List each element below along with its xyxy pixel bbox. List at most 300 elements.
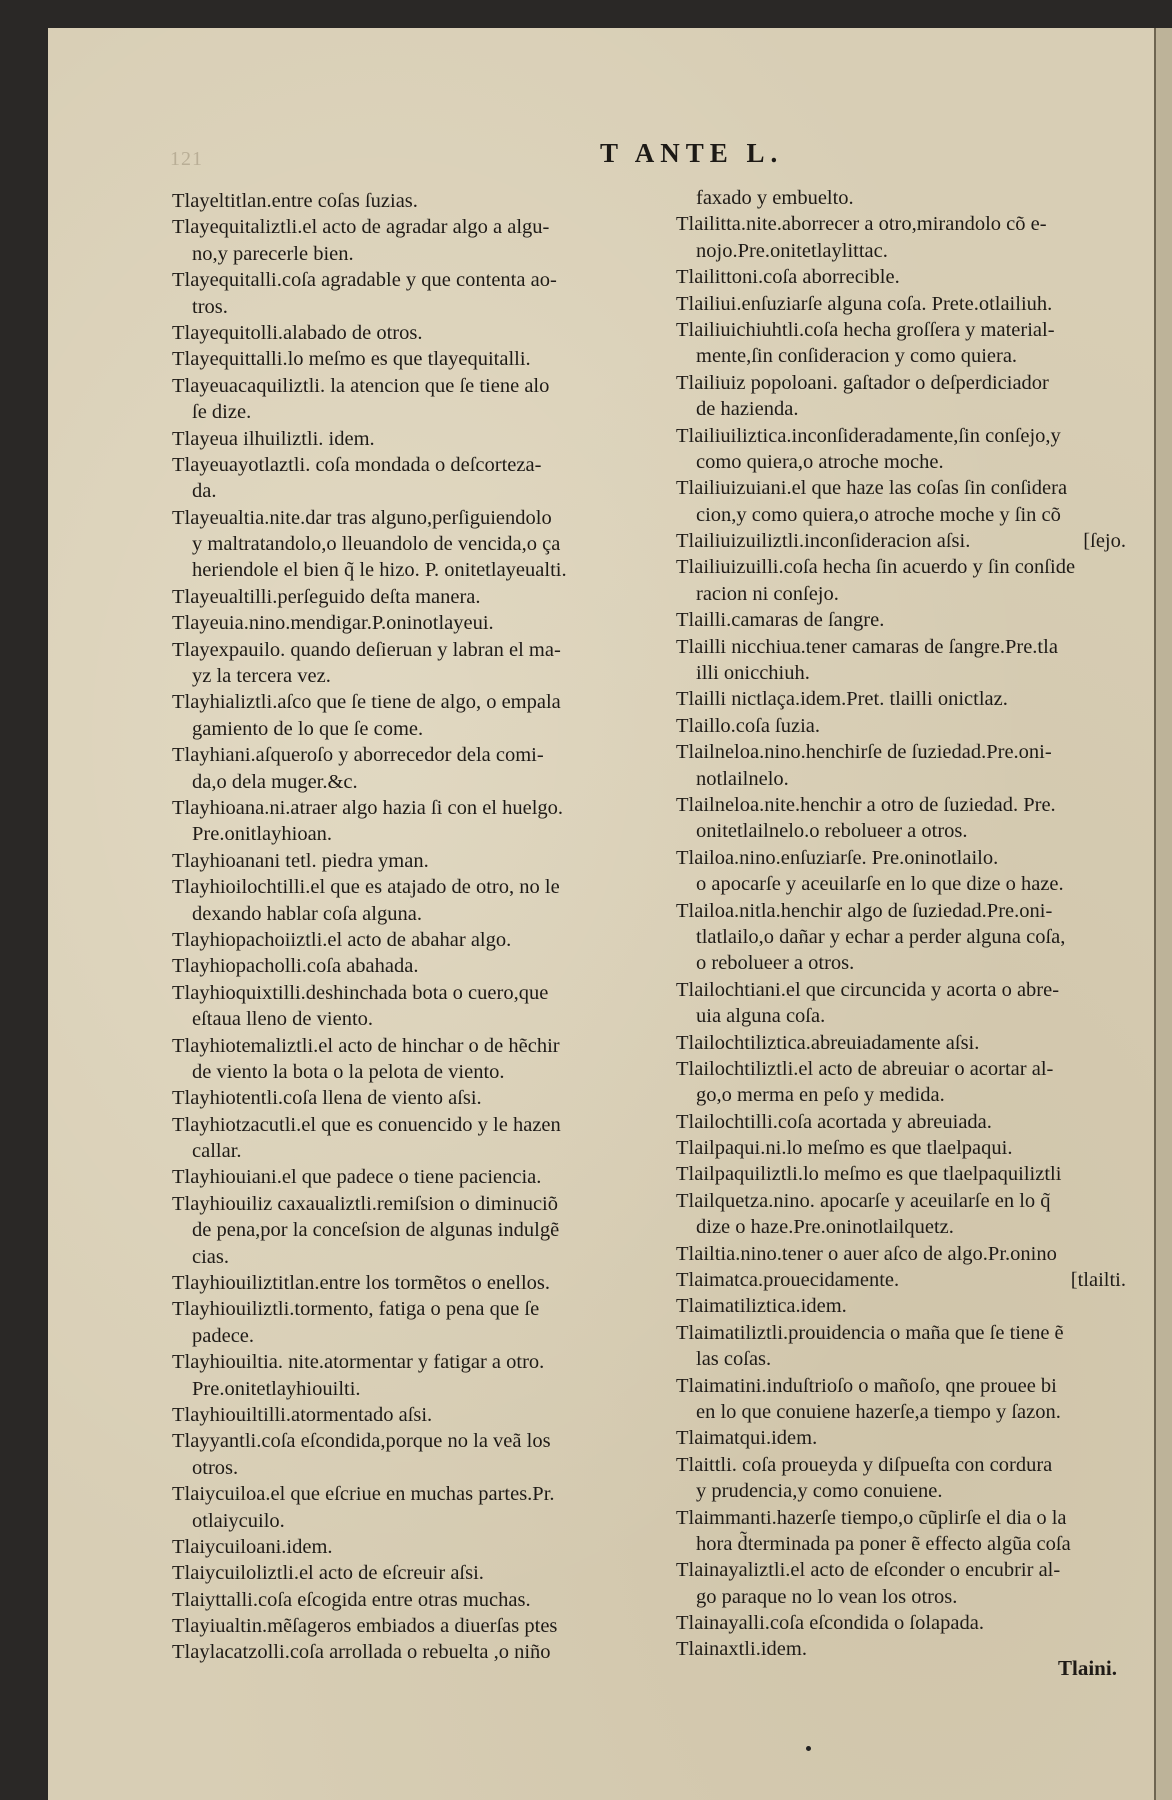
entry-headline [172, 373, 622, 399]
entry-text: Tlailneloa.nino.henchirſe de ſuziedad.Pre.oni- [676, 741, 1052, 764]
dictionary-entry [676, 1161, 1126, 1187]
entry-headline [676, 1557, 1126, 1583]
entry-headline [676, 898, 1126, 924]
entry-text: Tlayeltitlan.entre coſas ſuzias. [172, 190, 418, 212]
entry-text: Tlayhiotzacutli.el que es conuencido y le hazen [172, 1113, 561, 1136]
entry-text: Tlayequitolli.alabado de otros. [172, 321, 423, 344]
entry-continuation-line [676, 1346, 1126, 1372]
entry-text: Tlailochtiani.el que circuncida y acorta o abre- [676, 978, 1060, 1001]
dictionary-entry [172, 742, 622, 795]
entry-headline [676, 1109, 1126, 1135]
entry-text: padece. [192, 1324, 255, 1347]
entry-text: heriendole el bien q̃ le hizo. P. onitetlayeualti. [192, 559, 567, 582]
entry-headline [172, 742, 622, 768]
entry-text: dize o haze.Pre.oninotlailquetz. [696, 1216, 954, 1239]
entry-continuation-line [676, 766, 1126, 792]
entry-text: Tlailochtiliztica.abreuiadamente aſsi. [676, 1031, 980, 1054]
dictionary-entry [172, 1613, 622, 1639]
entry-text: da. [192, 480, 217, 503]
entry-text: Tlailtia.nino.tener o auer aſco de algo.Pr.onino [676, 1242, 1057, 1265]
entry-text: faxado y embuelto. [696, 187, 854, 209]
entry-text: Tlainaxtli.idem. [676, 1638, 807, 1661]
entry-text: Tlayhioilochtilli.el que es atajado de otro, no le [172, 876, 560, 899]
entry-text: Tlayeuacaquiliztli. la atencion que ſe tiene alo [172, 374, 550, 397]
entry-text: uia alguna coſa. [696, 1005, 826, 1028]
dictionary-entry [676, 1135, 1126, 1161]
entry-continuation-line [676, 818, 1126, 844]
dictionary-entry [172, 689, 622, 742]
entry-text: Tlailli nictlaça.idem.Pret. tlailli onictlaz. [676, 688, 1008, 711]
entry-continuation-line [172, 1508, 622, 1534]
entry-text: o apocarſe y aceuilarſe en lo que dize o haze. [696, 873, 1064, 896]
entry-headline [172, 1296, 622, 1322]
entry-headline [676, 739, 1126, 765]
entry-text: Tlailiuizuiani.el que haze las coſas ſin conſidera [676, 477, 1068, 500]
dictionary-entry [172, 1270, 622, 1296]
entry-continuation-line [676, 1584, 1126, 1610]
entry-continuation-line [172, 1217, 622, 1243]
dictionary-entry [676, 1109, 1126, 1135]
entry-text: cion,y como quiera,o atroche moche y ſin cõ [696, 503, 1061, 526]
entry-headline [172, 584, 622, 610]
entry-headline [172, 637, 622, 663]
entry-text: Tlailquetza.nino. apocarſe y aceuilarſe en lo q̃ [676, 1189, 1051, 1212]
entry-text: Tlaiycuiloliztli.el acto de eſcreuir aſsi. [172, 1562, 484, 1585]
entry-text: Tlailiui.enſuziarſe alguna coſa. Prete.otlailiuh. [676, 292, 1053, 315]
entry-text: yz la tercera vez. [192, 665, 331, 688]
dictionary-entry [172, 1481, 622, 1534]
entry-headline [676, 845, 1126, 871]
entry-headline [676, 1505, 1126, 1531]
entry-text: Tlaiycuiloa.el que eſcriue en muchas partes.Pr. [172, 1483, 555, 1506]
entry-text: Tlainayalli.coſa eſcondida o ſolapada. [676, 1612, 984, 1635]
entry-continuation-line [676, 1003, 1126, 1029]
entry-continuation-line [172, 478, 622, 504]
entry-headline [676, 1241, 1126, 1267]
dictionary-entry [676, 686, 1126, 712]
entry-headline [676, 423, 1126, 449]
running-head: T ANTE L. [600, 138, 784, 168]
dictionary-entry [676, 1267, 1126, 1293]
dictionary-entry [676, 792, 1126, 845]
entry-headline [172, 689, 622, 715]
dictionary-entry [676, 634, 1126, 687]
dictionary-entry [172, 188, 622, 214]
dictionary-entry [676, 1320, 1126, 1373]
entry-headline [676, 475, 1126, 501]
dictionary-entry [172, 980, 622, 1033]
entry-headline [676, 291, 1126, 317]
dictionary-entry [172, 1296, 622, 1349]
entry-text: Tlayhioquixtilli.deshinchada bota o cuero,que [172, 981, 549, 1004]
dictionary-entry [676, 1293, 1126, 1319]
entry-continuation-line [172, 1244, 622, 1270]
entry-text: Tlayhioana.ni.atraer algo hazia ſi con el huelgo. [172, 796, 564, 819]
entry-headline [676, 1161, 1126, 1187]
entry-headline [172, 505, 622, 531]
dictionary-entry [676, 1505, 1126, 1558]
dictionary-entry [172, 637, 622, 690]
dictionary-entry [676, 264, 1126, 290]
entry-headline [172, 452, 622, 478]
entry-headline [172, 848, 622, 874]
entry-text: Tlayeuayotlaztli. coſa mondada o deſcorteza- [172, 453, 542, 476]
entry-headline [676, 686, 1126, 712]
entry-text: en lo que conuiene hazerſe,a tiempo y ſazon. [696, 1400, 1061, 1423]
entry-text: Tlailli nicchiua.tener camaras de ſangre.Pre.tla [676, 635, 1058, 658]
dictionary-entry [172, 426, 622, 452]
dictionary-entry [676, 713, 1126, 739]
entry-continuation-line [676, 343, 1126, 369]
entry-text: Tlayequitalli.coſa agradable y que contenta ao- [172, 269, 557, 292]
entry-continuation-line [676, 185, 1126, 211]
dictionary-entry [676, 845, 1126, 898]
entry-headline [172, 346, 622, 372]
entry-text: Tlaimatini.induſtrioſo o mañoſo, qne prouee bi [676, 1374, 1057, 1397]
entry-text: Tlayyantli.coſa eſcondida,porque no la veã los [172, 1430, 551, 1453]
entry-continuation-line [172, 663, 622, 689]
entry-headline [676, 1452, 1126, 1478]
entry-headline [676, 1030, 1126, 1056]
dictionary-entry [172, 1587, 622, 1613]
entry-text: Tlayhiouiltilli.atormentado aſsi. [172, 1403, 433, 1426]
entry-text: Tlayhiotentli.coſa llena de viento aſsi. [172, 1087, 482, 1110]
entry-text: go,o merma en peſo y medida. [696, 1084, 945, 1107]
entry-continuation-line [172, 294, 622, 320]
entry-continuation-line [172, 1323, 622, 1349]
entry-text: Tlaimatiliztli.prouidencia o maña que ſe tiene ẽ [676, 1321, 1064, 1344]
entry-headline [172, 1534, 622, 1560]
entry-text: Tlayhiotemaliztli.el acto de hinchar o de hẽchir [172, 1034, 560, 1057]
dictionary-entry [172, 795, 622, 848]
adjacent-page-edge [1154, 28, 1172, 1800]
entry-text: Tlailiuizuiliztli.inconſideracion aſsi. [676, 530, 971, 553]
entry-text: notlailnelo. [696, 767, 789, 790]
entry-text: no,y parecerle bien. [192, 242, 354, 265]
entry-headline [676, 1610, 1126, 1636]
entry-headline [676, 1373, 1126, 1399]
entry-headline [172, 1112, 622, 1138]
entry-text: cias. [192, 1245, 229, 1268]
dictionary-entry [676, 317, 1126, 370]
entry-text: Tlaiycuiloani.idem. [172, 1535, 333, 1558]
entry-text: Tlailneloa.nite.henchir a otro de ſuziedad. Pre. [676, 793, 1056, 816]
entry-continuation-line [676, 1399, 1126, 1425]
entry-headline [676, 713, 1126, 739]
entry-text: Tlayexpauilo. quando deſieruan y labran el ma- [172, 638, 561, 661]
entry-continuation-line [676, 660, 1126, 686]
entry-continuation-line [676, 1478, 1126, 1504]
entry-text: gamiento de lo que ſe come. [192, 717, 424, 740]
dictionary-entry [676, 607, 1126, 633]
entry-continuation-line [172, 821, 622, 847]
entry-headline [172, 927, 622, 953]
entry-continuation-line [172, 716, 622, 742]
dictionary-entry [172, 1402, 622, 1428]
dictionary-entry [172, 1428, 622, 1481]
entry-headline [172, 874, 622, 900]
entry-text: Tlayequitaliztli.el acto de agradar algo a algu- [172, 216, 550, 239]
entry-continuation-line [676, 502, 1126, 528]
entry-continuation-line [676, 871, 1126, 897]
entry-text: Tlailpaquiliztli.lo meſmo es que tlaelpaquiliztli [676, 1163, 1062, 1186]
catchword: Tlaini. [1058, 1656, 1117, 1680]
entry-headline [676, 1267, 1126, 1293]
entry-text: Tlailiuiliztica.inconſideradamente,ſin conſejo,y [676, 424, 1061, 447]
entry-headline [676, 634, 1126, 660]
entry-continuation-line [172, 1455, 622, 1481]
entry-text: Tlaylacatzolli.coſa arrollada o rebuelta ,o niño [172, 1641, 551, 1664]
entry-text: mente,ſin conſideracion y como quiera. [696, 345, 1018, 368]
dictionary-entry [172, 1033, 622, 1086]
dictionary-entry [676, 977, 1126, 1030]
dictionary-entry [172, 373, 622, 426]
entry-text: Tlaimmanti.hazerſe tiempo,o cũplirſe el dia o la [676, 1506, 1067, 1529]
entry-text: otros. [192, 1456, 239, 1479]
entry-continuation-line [172, 531, 622, 557]
dictionary-entry [172, 874, 622, 927]
dictionary-entry [172, 1191, 622, 1270]
entry-headline [676, 1135, 1126, 1161]
entry-text: otlaiycuilo. [192, 1509, 285, 1532]
entry-text: Tlainayaliztli.el acto de eſconder o encubrir al- [676, 1559, 1061, 1582]
entry-text: de pena,por la conceſsion de algunas indulgẽ [192, 1219, 560, 1242]
entry-headline [676, 607, 1126, 633]
dictionary-entry [172, 1112, 622, 1165]
dictionary-entry [172, 346, 622, 372]
entry-text: da,o dela muger.&c. [192, 770, 358, 793]
entry-text: Tlailpaqui.ni.lo meſmo es que tlaelpaqui. [676, 1137, 1013, 1160]
entry-text: Tlayhiouiliztitlan.entre los tormẽtos o enellos. [172, 1272, 551, 1295]
dictionary-entry [172, 1164, 622, 1190]
dictionary-entry [172, 848, 622, 874]
entry-text: Tlailoa.nino.enſuziarſe. Pre.oninotlailo. [676, 846, 999, 869]
entry-text: Tlayhiouiliz caxaualiztli.remiſsion o diminuciõ [172, 1192, 558, 1215]
entry-text: ſe dize. [192, 401, 252, 424]
turnover-fragment: [tlailti. [1070, 1269, 1126, 1292]
dictionary-entry [172, 1349, 622, 1402]
entry-text: Tlayhializtli.aſco que ſe tiene de algo, o empala [172, 691, 561, 714]
ink-dot [806, 1746, 811, 1751]
entry-headline [172, 1270, 622, 1296]
dictionary-entry [676, 1452, 1126, 1505]
dictionary-entry [676, 370, 1126, 423]
dictionary-entry [676, 1610, 1126, 1636]
entry-headline [172, 267, 622, 293]
dictionary-entry [172, 1639, 622, 1665]
dictionary-entry [676, 554, 1126, 607]
dictionary-entry [172, 584, 622, 610]
entry-text: Tlayequittalli.lo meſmo es que tlayequitalli. [172, 348, 531, 371]
dictionary-entry [172, 610, 622, 636]
entry-headline [676, 264, 1126, 290]
entry-text: tros. [192, 295, 228, 318]
entry-text: nojo.Pre.onitetlaylittac. [696, 239, 888, 262]
entry-text: Tlailiuiz popoloani. gaſtador o deſperdiciador [676, 371, 1049, 394]
entry-text: Pre.onitlayhioan. [192, 823, 333, 846]
entry-headline [676, 370, 1126, 396]
entry-text: y prudencia,y como conuiene. [696, 1480, 943, 1503]
entry-continuation-line [676, 924, 1126, 950]
entry-text: Tlailiuizuilli.coſa hecha ſin acuerdo y ſin conſide [676, 556, 1076, 579]
entry-text: o rebolueer a otros. [696, 952, 855, 975]
entry-continuation-line [676, 1214, 1126, 1240]
dictionary-entry [676, 185, 1126, 211]
entry-text: Tlayhiouiliztli.tormento, fatiga o pena que ſe [172, 1298, 540, 1321]
entry-headline [172, 1191, 622, 1217]
dictionary-entry [172, 1534, 622, 1560]
entry-text: Tlailoa.nitla.henchir algo de ſuziedad.Pre.oni- [676, 899, 1053, 922]
entry-headline [676, 1425, 1126, 1451]
entry-headline [676, 211, 1126, 237]
dictionary-entry [676, 1188, 1126, 1241]
dictionary-entry [172, 1085, 622, 1111]
entry-text: Tlaillo.coſa ſuzia. [676, 714, 821, 737]
entry-text: Tlayhiouiani.el que padece o tiene paciencia. [172, 1166, 542, 1189]
entry-headline [172, 610, 622, 636]
entry-headline [172, 1587, 622, 1613]
dictionary-entry [676, 739, 1126, 792]
dictionary-entry [676, 423, 1126, 476]
entry-headline [172, 1613, 622, 1639]
dictionary-entry [676, 1030, 1126, 1056]
dictionary-entry [172, 214, 622, 267]
entry-continuation-line [172, 241, 622, 267]
entry-text: Tlailochtiliztli.el acto de abreuiar o acortar al- [676, 1057, 1054, 1080]
entry-text: Tlayiualtin.mẽſageros embiados a diuerſas ptes [172, 1615, 558, 1638]
entry-text: Pre.onitetlayhiouilti. [192, 1377, 361, 1400]
entry-headline [172, 1481, 622, 1507]
entry-continuation-line [172, 557, 622, 583]
entry-continuation-line [676, 1082, 1126, 1108]
entry-text: de viento la bota o la pelota de viento. [192, 1060, 505, 1083]
entry-continuation-line [676, 396, 1126, 422]
entry-headline [172, 1428, 622, 1454]
dictionary-entry [676, 1056, 1126, 1109]
entry-continuation-line [676, 1531, 1126, 1557]
dictionary-entry [172, 953, 622, 979]
entry-headline [676, 1056, 1126, 1082]
entry-headline [172, 1560, 622, 1586]
dictionary-entry [676, 1557, 1126, 1610]
entry-headline [172, 1164, 622, 1190]
entry-headline [676, 528, 1126, 554]
turnover-fragment: [ſejo. [1083, 530, 1126, 553]
entry-continuation-line [172, 901, 622, 927]
entry-text: Tlaiyttalli.coſa eſcogida entre otras muchas. [172, 1588, 531, 1611]
entry-text: hora d̃terminada pa poner ẽ effecto algũa coſa [696, 1532, 1071, 1555]
entry-headline [172, 1033, 622, 1059]
entry-text: Tlayhiopachoiiztli.el acto de abahar algo. [172, 928, 512, 951]
entry-headline [172, 1349, 622, 1375]
entry-headline [676, 1320, 1126, 1346]
entry-text: Tlaimatiliztica.idem. [676, 1295, 847, 1318]
entry-text: go paraque no lo vean los otros. [696, 1585, 958, 1608]
dictionary-entry [172, 505, 622, 584]
entry-text: como quiera,o atroche moche. [696, 450, 944, 473]
entry-text: las coſas. [696, 1348, 772, 1371]
entry-headline [676, 554, 1126, 580]
dictionary-entry [676, 475, 1126, 528]
entry-headline [676, 1293, 1126, 1319]
page-number: 121 [170, 148, 203, 170]
dictionary-entry [676, 1425, 1126, 1451]
entry-headline [172, 795, 622, 821]
entry-text: onitetlailnelo.o rebolueer a otros. [696, 820, 968, 843]
entry-continuation-line [676, 238, 1126, 264]
entry-text: Tlayhioanani tetl. piedra yman. [172, 849, 429, 872]
entry-headline [172, 320, 622, 346]
entry-headline [676, 977, 1126, 1003]
dictionary-entry [676, 291, 1126, 317]
entry-text: tlatlailo,o dañar y echar a perder alguna coſa, [696, 925, 1066, 948]
entry-text: Tlaimatca.prouecidamente. [676, 1269, 900, 1292]
entry-continuation-line [676, 950, 1126, 976]
entry-headline [172, 980, 622, 1006]
entry-headline [172, 426, 622, 452]
entry-headline [172, 1402, 622, 1428]
entry-text: Tlaimatqui.idem. [676, 1427, 818, 1450]
dictionary-entry [676, 528, 1126, 554]
dictionary-entry [172, 452, 622, 505]
entry-text: Tlailli.camaras de ſangre. [676, 609, 885, 632]
entry-text: Tlayeua ilhuiliztli. idem. [172, 427, 375, 450]
entry-continuation-line [676, 449, 1126, 475]
entry-text: eſtaua lleno de viento. [192, 1008, 374, 1031]
dictionary-entry [676, 211, 1126, 264]
dictionary-entry [676, 898, 1126, 977]
entry-text: illi onicchiuh. [696, 662, 810, 685]
entry-continuation-line [172, 1138, 622, 1164]
entry-headline [172, 1085, 622, 1111]
entry-continuation-line [172, 1376, 622, 1402]
entry-headline [676, 1188, 1126, 1214]
entry-text: Tlailiuichiuhtli.coſa hecha groſſera y material- [676, 318, 1055, 341]
dictionary-entry [172, 1560, 622, 1586]
dictionary-entry [172, 927, 622, 953]
dictionary-entry [676, 1373, 1126, 1426]
entry-continuation-line [676, 581, 1126, 607]
entry-text: Tlailochtilli.coſa acortada y abreuiada. [676, 1110, 992, 1133]
entry-text: Tlayeualtilli.perſeguido deſta manera. [172, 585, 481, 608]
entry-text: callar. [192, 1140, 242, 1163]
dictionary-entry [172, 267, 622, 320]
entry-headline [676, 792, 1126, 818]
left-column [172, 188, 622, 1666]
entry-continuation-line [172, 1006, 622, 1032]
entry-headline [676, 317, 1126, 343]
entry-headline [172, 188, 622, 214]
entry-headline [172, 1639, 622, 1665]
entry-text: Tlailittoni.coſa aborrecible. [676, 266, 900, 289]
entry-text: de hazienda. [696, 398, 799, 421]
entry-text: y maltratandolo,o lleuandolo de vencida,o ça [192, 533, 561, 556]
entry-text: Tlayhiopacholli.coſa abahada. [172, 955, 419, 978]
right-column [676, 185, 1126, 1663]
entry-text: Tlayhiouiltia. nite.atormentar y fatigar a otro. [172, 1351, 545, 1374]
entry-text: Tlayhiani.aſqueroſo y aborrecedor dela comi- [172, 744, 544, 767]
entry-continuation-line [172, 769, 622, 795]
entry-continuation-line [172, 1059, 622, 1085]
dictionary-entry [172, 320, 622, 346]
dictionary-entry [676, 1241, 1126, 1267]
entry-text: Tlayeualtia.nite.dar tras alguno,perſiguiendolo [172, 506, 552, 529]
entry-headline [172, 953, 622, 979]
entry-text: dexando hablar coſa alguna. [192, 902, 422, 925]
entry-text: racion ni conſejo. [696, 582, 839, 605]
entry-text: Tlaittli. coſa proueyda y diſpueſta con cordura [676, 1453, 1053, 1476]
entry-continuation-line [172, 399, 622, 425]
